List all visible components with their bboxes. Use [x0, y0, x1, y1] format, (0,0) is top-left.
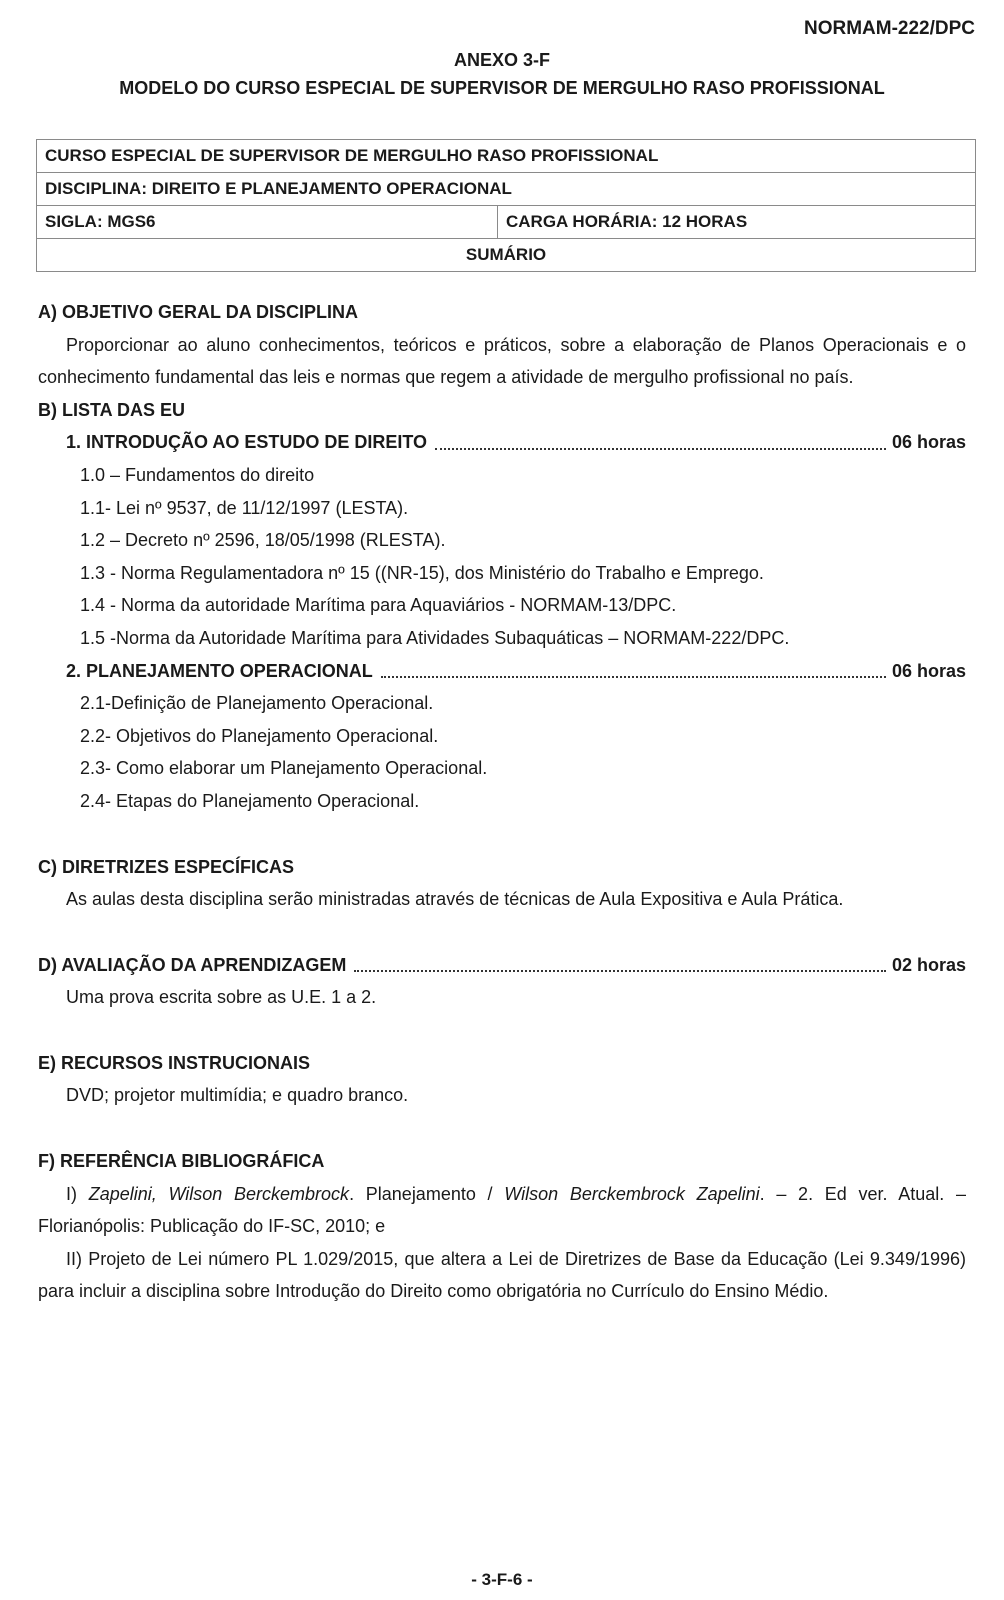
unit-1-title: 1. INTRODUÇÃO AO ESTUDO DE DIREITO	[66, 432, 428, 453]
section-a-text: Proporcionar ao aluno conhecimentos, teóricos e práticos, sobre a elaboração de Planos Operacionais e o conhecimento fundamental das leis e normas que regem a atividade de mergulho profissional no país.	[38, 334, 966, 388]
section-b-heading: B) LISTA DAS EU	[38, 399, 185, 420]
section-c-heading: C) DIRETRIZES ESPECÍFICAS	[38, 856, 295, 877]
ref-1-rest: . – 2. Ed ver. Atual. – Florianópolis: Publicação do IF-SC, 2010; e	[38, 1183, 966, 1237]
list-item: 1.3 - Norma Regulamentadora nº 15 ((NR-15), dos Ministério do Trabalho e Emprego.	[80, 562, 764, 583]
section-e-heading: E) RECURSOS INSTRUCIONAIS	[38, 1052, 311, 1073]
reference-1	[38, 1178, 966, 1243]
spacer	[38, 818, 966, 851]
spacer	[38, 1112, 966, 1145]
list-item: 1.4 - Norma da autoridade Marítima para Aquaviários - NORMAM-13/DPC.	[80, 595, 677, 616]
list-item: 2.2- Objetivos do Planejamento Operacional.	[80, 725, 439, 746]
unit-1-hours: 06 horas	[891, 432, 966, 453]
unit-1-heading	[38, 426, 966, 459]
discipline-cell: DISCIPLINA: DIREITO E PLANEJAMENTO OPERACIONAL	[37, 173, 976, 206]
spacer	[38, 1014, 966, 1047]
list-item: 1.0 – Fundamentos do direito	[80, 464, 315, 485]
section-f-heading: F) REFERÊNCIA BIBLIOGRÁFICA	[38, 1151, 325, 1172]
course-name-cell: CURSO ESPECIAL DE SUPERVISOR DE MERGULHO RASO PROFISSIONAL	[37, 140, 976, 173]
ref-1-title: . Planejamento /	[349, 1183, 505, 1204]
summary-cell: SUMÁRIO	[37, 239, 976, 272]
section-c-text: As aulas desta disciplina serão ministradas através de técnicas de Aula Expositiva e Aula Prática.	[66, 889, 844, 910]
list-item: 2.4- Etapas do Planejamento Operacional.	[80, 790, 420, 811]
annex-title: ANEXO 3-F	[453, 50, 550, 70]
leader-dots	[381, 655, 886, 679]
code-cell: SIGLA: MGS6	[37, 206, 498, 239]
section-d-title: D) AVALIAÇÃO DA APRENDIZAGEM	[38, 954, 347, 975]
list-item: 1.1- Lei nº 9537, de 11/12/1997 (LESTA).	[80, 497, 409, 518]
leader-dots	[354, 949, 886, 973]
list-item: 1.5 -Norma da Autoridade Marítima para Atividades Subaquáticas – NORMAM-222/DPC.	[80, 627, 790, 648]
spacer	[38, 916, 966, 949]
ref-1-prefix: I)	[66, 1183, 89, 1204]
leader-dots	[435, 426, 886, 450]
workload-cell: CARGA HORÁRIA: 12 HORAS	[498, 206, 976, 239]
document-code: NORMAM-222/DPC	[803, 18, 975, 39]
page-number: - 3-F-6 -	[471, 1570, 533, 1589]
ref-1-author-2: Wilson Berckembrock Zapelini	[504, 1183, 760, 1204]
list-item: 2.3- Como elaborar um Planejamento Operacional.	[80, 758, 488, 779]
section-d-text: Uma prova escrita sobre as U.E. 1 a 2.	[66, 987, 377, 1008]
list-item: 1.2 – Decreto nº 2596, 18/05/1998 (RLESTA).	[80, 530, 446, 551]
document-body	[38, 296, 966, 1308]
course-header-table	[36, 139, 976, 272]
section-a-heading: A) OBJETIVO GERAL DA DISCIPLINA	[38, 302, 359, 322]
unit-2-title: 2. PLANEJAMENTO OPERACIONAL	[66, 660, 373, 681]
unit-2-heading	[38, 655, 966, 688]
section-e-text: DVD; projetor multimídia; e quadro branco.	[66, 1085, 409, 1106]
list-item: 2.1-Definição de Planejamento Operacional.	[80, 693, 434, 714]
section-d-hours: 02 horas	[891, 954, 966, 975]
reference-2: II) Projeto de Lei número PL 1.029/2015, que altera a Lei de Diretrizes de Base da Educação (Lei 9.349/1996) para incluir a disciplina sobre Introdução do Direito como obrigatória no Currículo do Ensino Médio.	[38, 1248, 966, 1302]
model-title: MODELO DO CURSO ESPECIAL DE SUPERVISOR DE MERGULHO RASO PROFISSIONAL	[119, 78, 885, 98]
unit-2-hours: 06 horas	[891, 660, 966, 681]
ref-1-author: Zapelini, Wilson Berckembrock	[88, 1183, 350, 1204]
section-d-heading	[38, 949, 966, 982]
